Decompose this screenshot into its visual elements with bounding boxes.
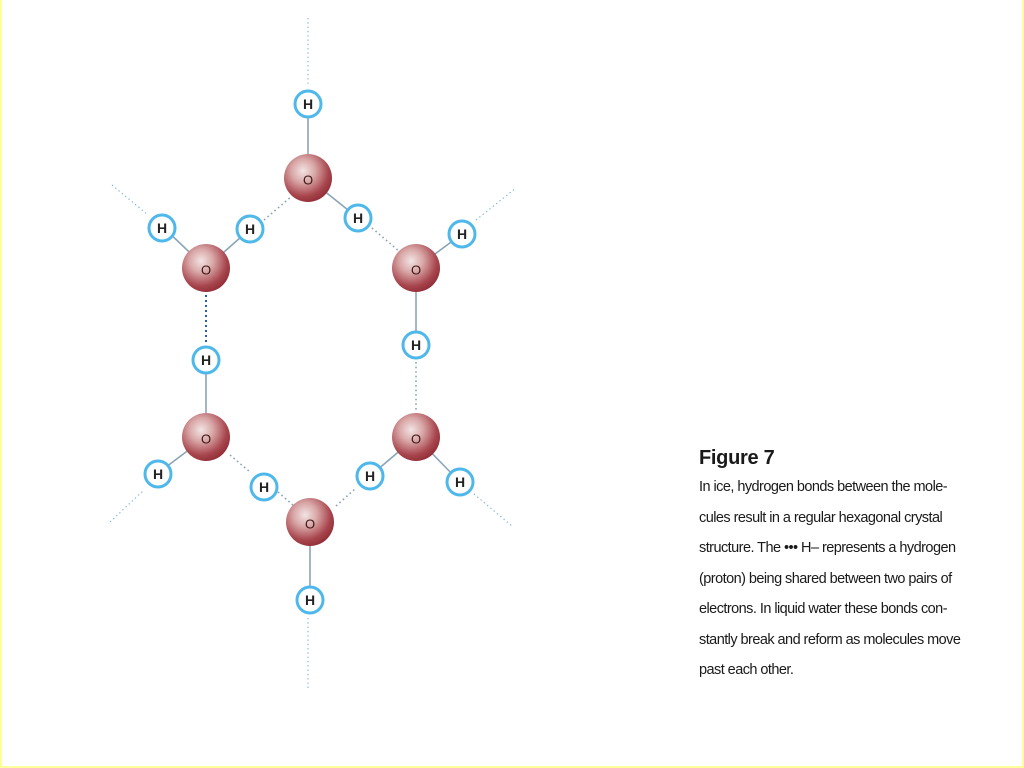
hydrogen-atom [193,347,219,373]
ice-hexagonal-structure-diagram [2,0,702,768]
caption-line: In ice, hydrogen bonds between the mole- [699,479,948,495]
extension-line-lower-left [110,490,144,522]
oxygen-label: O [304,516,316,532]
figure-title: Figure 7 [699,447,775,469]
oxygen-label: O [200,431,212,447]
figure-caption [699,444,999,686]
hydrogen-atom [357,463,383,489]
caption-line: cules result in a regular hexagonal crystal [699,509,943,526]
oxygen-atoms [182,154,440,546]
oxygen-atom-bottom [286,498,334,546]
caption-line: electrons. In liquid water these bonds con- [699,601,947,617]
hydrogen-atom [145,461,171,487]
hydrogen-bond [336,488,356,506]
oxygen-atom-lower-left [182,413,230,461]
hydrogen-label: H [152,466,164,482]
hydrogen-label: H [244,221,256,237]
caption-line: (proton) being shared between two pairs of [699,570,952,587]
hydrogen-atom [295,91,321,117]
hydrogen-label: H [352,210,364,226]
hydrogen-atom [237,216,263,242]
caption-line: past each other. [699,662,794,678]
oxygen-atom-upper-right [392,244,440,292]
oxygen-label: O [302,172,314,188]
hydrogen-atom [149,215,175,241]
hydrogen-label: H [200,352,212,368]
hydrogen-bond [372,228,400,252]
hydrogen-label: H [304,592,316,608]
hydrogen-bond [230,455,250,472]
extension-line-upper-right [476,188,516,220]
oxygen-atom-upper-left [182,244,230,292]
extension-line-lower-right [474,494,512,526]
hydrogen-label: H [302,96,314,112]
hydrogen-atom [251,474,277,500]
hydrogen-atom [449,221,475,247]
hydrogen-atom [345,205,371,231]
hydrogen-bonds [206,196,416,506]
hydrogen-label: H [456,226,468,242]
caption-line: stantly break and reform as molecules move [699,631,961,648]
caption-text [699,472,999,686]
oxygen-label: O [200,262,212,278]
hydrogen-label: H [364,468,376,484]
hydrogen-bond [278,492,294,506]
hydrogen-label: H [258,479,270,495]
caption-line: structure. The ••• H– represents a hydrogen [699,540,956,556]
oxygen-label: O [410,431,422,447]
hydrogen-atom [403,332,429,358]
hydrogen-atom [447,469,473,495]
hydrogen-atom [297,587,323,613]
hydrogen-label: H [454,474,466,490]
oxygen-label: O [410,262,422,278]
hydrogen-bond [264,196,292,220]
hydrogen-label: H [156,220,168,236]
hydrogen-label: H [410,337,422,353]
oxygen-atom-lower-right [392,413,440,461]
oxygen-atom-top [284,154,332,202]
extension-line-upper-left [112,185,148,215]
